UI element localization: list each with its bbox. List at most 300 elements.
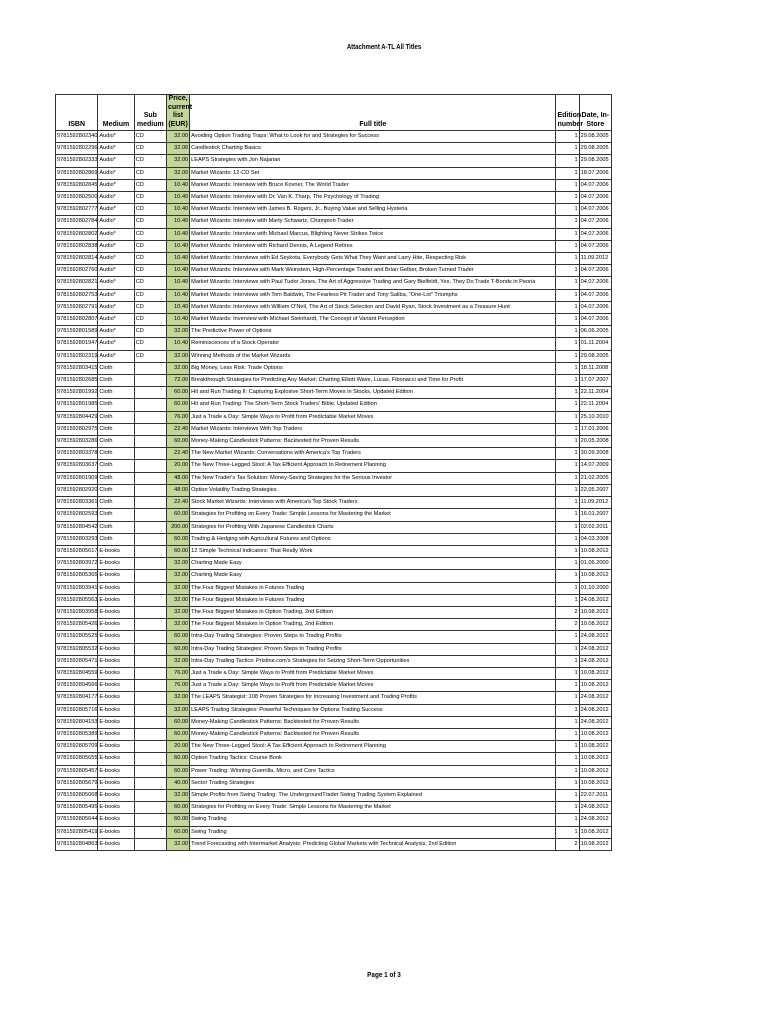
cell-edition: 1	[556, 350, 579, 362]
cell-price: 22.40	[166, 423, 189, 435]
cell-date: 14.07.2009	[579, 460, 611, 472]
cell-price: 32.00	[166, 326, 189, 338]
cell-sub-medium	[134, 631, 166, 643]
cell-full-title: Strategies for Profiting on Every Trade: Simple Lessons for Mastering the Market	[190, 509, 556, 521]
cell-full-title: Market Wizards: Interview with Richard Dennis, A Legend Retires	[190, 240, 556, 252]
cell-edition: 1	[556, 570, 579, 582]
cell-sub-medium	[134, 411, 166, 423]
cell-price: 60.00	[166, 643, 189, 655]
cell-full-title: Market Wizards: Interview with Marty Schwartz, Champion Trader	[190, 216, 556, 228]
table-row	[56, 680, 612, 692]
cell-price: 60.00	[166, 765, 189, 777]
table-row	[56, 497, 612, 509]
cell-isbn: 9781592802340	[56, 131, 98, 143]
table-row	[56, 777, 612, 789]
cell-medium: Audio*	[98, 204, 134, 216]
cell-date: 18.11.2008	[579, 362, 611, 374]
cell-price: 60.00	[166, 814, 189, 826]
cell-edition: 1	[556, 375, 579, 387]
cell-edition: 1	[556, 265, 579, 277]
cell-sub-medium	[134, 387, 166, 399]
cell-isbn: 9781592801992	[56, 387, 98, 399]
cell-medium: Cloth	[98, 460, 134, 472]
cell-price: 32.00	[166, 838, 189, 850]
cell-medium: E-books	[98, 716, 134, 728]
cell-isbn: 9781592805471	[56, 655, 98, 667]
table-row	[56, 789, 612, 801]
cell-isbn: 9781592802920	[56, 484, 98, 496]
cell-isbn: 9781592805389	[56, 728, 98, 740]
cell-date: 29.08.2005	[579, 131, 611, 143]
cell-isbn: 9781592803941	[56, 582, 98, 594]
cell-full-title: Market Wizards: Interviews with Ed Seykota, Everybody Gets What They Want and Larry Hite, Respecting Risk	[190, 253, 556, 265]
cell-full-title: The Four Biggest Mistakes in Futures Trading	[190, 582, 556, 594]
cell-isbn: 9781592802760	[56, 265, 98, 277]
cell-price: 48.00	[166, 472, 189, 484]
cell-medium: Cloth	[98, 472, 134, 484]
cell-date: 01.10.2000	[579, 582, 611, 594]
cell-sub-medium	[134, 606, 166, 618]
cell-medium: Audio*	[98, 326, 134, 338]
cell-full-title: Just a Trade a Day: Simple Ways to Profit from Predictable Market Moves	[190, 680, 556, 692]
cell-date: 10.08.2012	[579, 545, 611, 557]
cell-edition: 2	[556, 606, 579, 618]
table-row	[56, 265, 612, 277]
cell-sub-medium	[134, 594, 166, 606]
cell-full-title: Winning Methods of the Market Wizards	[190, 350, 556, 362]
cell-full-title: Just a Trade a Day: Simple Ways to Profit from Predictable Market Moves	[190, 411, 556, 423]
table-row	[56, 399, 612, 411]
cell-medium: Cloth	[98, 411, 134, 423]
cell-date: 10.08.2012	[579, 838, 611, 850]
cell-date: 06.06.2005	[579, 326, 611, 338]
cell-price: 60.00	[166, 826, 189, 838]
cell-edition: 2	[556, 838, 579, 850]
cell-edition: 1	[556, 704, 579, 716]
table-row	[56, 643, 612, 655]
cell-date: 04.07.2006	[579, 301, 611, 313]
cell-isbn: 9781592805655	[56, 753, 98, 765]
table-row	[56, 167, 612, 179]
cell-isbn: 9781592802296	[56, 143, 98, 155]
cell-sub-medium: CD	[134, 204, 166, 216]
col-full-title-header: Full title	[190, 95, 556, 131]
cell-price: 32.00	[166, 131, 189, 143]
col-price-header: Price, current list (EUR)	[166, 95, 189, 131]
cell-isbn: 9781592802869	[56, 167, 98, 179]
cell-full-title: Charting Made Easy	[190, 570, 556, 582]
cell-full-title: Just a Trade a Day: Simple Ways to Profit from Predictable Market Moves	[190, 667, 556, 679]
col-isbn-header: ISBN	[56, 95, 98, 131]
cell-isbn: 9781592802802	[56, 228, 98, 240]
cell-date: 04.07.2006	[579, 314, 611, 326]
cell-edition: 1	[556, 631, 579, 643]
cell-edition: 1	[556, 497, 579, 509]
cell-medium: Cloth	[98, 399, 134, 411]
cell-isbn: 9781592802845	[56, 179, 98, 191]
cell-price: 32.00	[166, 143, 189, 155]
cell-sub-medium	[134, 484, 166, 496]
cell-price: 60.00	[166, 631, 189, 643]
cell-full-title: The New Three-Legged Stool: A Tax Efficient Approach to Retirement Planning	[190, 741, 556, 753]
table-row	[56, 509, 612, 521]
cell-price: 32.00	[166, 692, 189, 704]
cell-date: 04.07.2006	[579, 204, 611, 216]
cell-sub-medium	[134, 545, 166, 557]
table-row	[56, 301, 612, 313]
cell-date: 24.08.2012	[579, 704, 611, 716]
table-row	[56, 558, 612, 570]
cell-date: 11.09.2012	[579, 497, 611, 509]
cell-medium: E-books	[98, 789, 134, 801]
table-row	[56, 436, 612, 448]
cell-price: 20.00	[166, 741, 189, 753]
table-row	[56, 350, 612, 362]
cell-sub-medium	[134, 692, 166, 704]
cell-date: 01.11.2004	[579, 338, 611, 350]
cell-isbn: 9781592805426	[56, 619, 98, 631]
cell-date: 04.07.2006	[579, 192, 611, 204]
cell-price: 60.00	[166, 716, 189, 728]
cell-price: 32.00	[166, 655, 189, 667]
cell-date: 10.08.2012	[579, 765, 611, 777]
cell-edition: 1	[556, 423, 579, 435]
cell-edition: 1	[556, 338, 579, 350]
cell-isbn: 9781592804429	[56, 411, 98, 423]
cell-isbn: 9781592805495	[56, 802, 98, 814]
cell-isbn: 9781592804177	[56, 692, 98, 704]
cell-sub-medium	[134, 375, 166, 387]
cell-full-title: Reminiscences of a Stock Operator	[190, 338, 556, 350]
cell-full-title: Market Wizards: Interview with Bruce Kovner, The World Trader	[190, 179, 556, 191]
cell-medium: Cloth	[98, 497, 134, 509]
cell-price: 60.00	[166, 802, 189, 814]
cell-isbn: 9781592802807	[56, 314, 98, 326]
cell-price: 76.00	[166, 667, 189, 679]
page-footer: Page 1 of 3	[367, 970, 401, 979]
table-row	[56, 472, 612, 484]
cell-medium: Audio*	[98, 289, 134, 301]
table-row	[56, 155, 612, 167]
table-row	[56, 545, 612, 557]
cell-medium: Audio*	[98, 314, 134, 326]
cell-date: 10.08.2012	[579, 667, 611, 679]
cell-full-title: Money-Making Candlestick Patterns: Backtested for Proven Results	[190, 436, 556, 448]
cell-date: 04.07.2006	[579, 228, 611, 240]
table-row	[56, 594, 612, 606]
table-row	[56, 179, 612, 191]
cell-medium: Cloth	[98, 375, 134, 387]
cell-sub-medium	[134, 558, 166, 570]
cell-edition: 1	[556, 387, 579, 399]
cell-date: 04.03.2008	[579, 533, 611, 545]
cell-full-title: The Four Biggest Mistakes in Option Trading, 2nd Edition	[190, 606, 556, 618]
cell-edition: 1	[556, 179, 579, 191]
cell-medium: Audio*	[98, 155, 134, 167]
table-row	[56, 411, 612, 423]
cell-date: 20.05.2008	[579, 436, 611, 448]
table-row	[56, 704, 612, 716]
cell-medium: E-books	[98, 692, 134, 704]
cell-sub-medium	[134, 460, 166, 472]
cell-date: 04.07.2006	[579, 265, 611, 277]
cell-date: 24.08.2012	[579, 655, 611, 667]
table-row	[56, 814, 612, 826]
cell-isbn: 9781592805525	[56, 631, 98, 643]
cell-sub-medium	[134, 521, 166, 533]
cell-full-title: Simple Profits from Swing Trading: The UndergroundTrader Swing Trading System Explained	[190, 789, 556, 801]
cell-date: 24.08.2012	[579, 594, 611, 606]
cell-isbn: 9781592804542	[56, 521, 98, 533]
cell-price: 10.40	[166, 265, 189, 277]
cell-price: 20.00	[166, 460, 189, 472]
cell-medium: E-books	[98, 753, 134, 765]
cell-price: 22.40	[166, 497, 189, 509]
cell-medium: E-books	[98, 826, 134, 838]
cell-medium: Audio*	[98, 216, 134, 228]
cell-full-title: Intra-Day Trading Strategies: Proven Steps to Trading Profits	[190, 631, 556, 643]
cell-full-title: The New Three-Legged Stool: A Tax Efficient Approach to Retirement Planning	[190, 460, 556, 472]
cell-date: 21.02.2005	[579, 472, 611, 484]
cell-isbn: 9781592803637	[56, 460, 98, 472]
table-row	[56, 277, 612, 289]
cell-price: 10.40	[166, 253, 189, 265]
cell-edition: 1	[556, 301, 579, 313]
cell-edition: 1	[556, 167, 579, 179]
cell-isbn: 9781592801589	[56, 326, 98, 338]
cell-sub-medium: CD	[134, 338, 166, 350]
cell-sub-medium	[134, 716, 166, 728]
cell-date: 18.07.2006	[579, 167, 611, 179]
cell-sub-medium	[134, 448, 166, 460]
cell-sub-medium	[134, 680, 166, 692]
header-row	[56, 95, 612, 131]
cell-price: 10.40	[166, 240, 189, 252]
cell-isbn: 9781592803286	[56, 436, 98, 448]
cell-full-title: Trend Forecasting with Intermarket Analysis: Predicting Global Markets with Technical Analysis, 2nd Edition	[190, 838, 556, 850]
cell-isbn: 9781592805068	[56, 789, 98, 801]
cell-medium: Audio*	[98, 192, 134, 204]
cell-medium: E-books	[98, 741, 134, 753]
cell-full-title: Market Wizards: Interviews with Paul Tudor Jones, The Art of Aggressive Trading and Gary Bielfeldt, Yes, They Do Trade T-Bonds in Peoria	[190, 277, 556, 289]
cell-sub-medium	[134, 777, 166, 789]
table-row	[56, 606, 612, 618]
cell-full-title: Swing Trading	[190, 814, 556, 826]
cell-medium: E-books	[98, 594, 134, 606]
cell-price: 10.40	[166, 204, 189, 216]
cell-date: 10.08.2012	[579, 570, 611, 582]
cell-isbn: 9781592802753	[56, 289, 98, 301]
cell-edition: 1	[556, 326, 579, 338]
cell-sub-medium	[134, 582, 166, 594]
cell-medium: Cloth	[98, 423, 134, 435]
cell-price: 22.40	[166, 448, 189, 460]
cell-medium: Cloth	[98, 533, 134, 545]
cell-price: 32.00	[166, 362, 189, 374]
cell-price: 60.00	[166, 509, 189, 521]
cell-medium: Cloth	[98, 509, 134, 521]
cell-date: 10.08.2012	[579, 619, 611, 631]
cell-medium: E-books	[98, 545, 134, 557]
cell-sub-medium	[134, 838, 166, 850]
cell-price: 10.40	[166, 289, 189, 301]
cell-medium: Audio*	[98, 179, 134, 191]
cell-isbn: 9781592802777	[56, 204, 98, 216]
cell-edition: 1	[556, 741, 579, 753]
cell-price: 10.40	[166, 314, 189, 326]
cell-sub-medium: CD	[134, 228, 166, 240]
cell-sub-medium	[134, 789, 166, 801]
cell-full-title: LEAPS Trading Strategies: Powerful Techniques for Options Trading Success	[190, 704, 556, 716]
cell-isbn: 9781592802821	[56, 277, 98, 289]
cell-edition: 1	[556, 155, 579, 167]
cell-medium: Cloth	[98, 387, 134, 399]
cell-medium: E-books	[98, 570, 134, 582]
cell-edition: 1	[556, 509, 579, 521]
cell-edition: 1	[556, 448, 579, 460]
cell-edition: 1	[556, 204, 579, 216]
cell-isbn: 9781592802319	[56, 350, 98, 362]
cell-full-title: Strategies for Profiting on Every Trade: Simple Lessons for Mastering the Market	[190, 802, 556, 814]
cell-isbn: 9781592801909	[56, 472, 98, 484]
cell-date: 22.07.2011	[579, 789, 611, 801]
cell-sub-medium	[134, 753, 166, 765]
cell-full-title: The New Market Wizards: Conversations with America's Top Traders	[190, 448, 556, 460]
cell-full-title: The Predictive Power of Options	[190, 326, 556, 338]
cell-sub-medium: CD	[134, 192, 166, 204]
cell-date: 22.11.2004	[579, 399, 611, 411]
cell-edition: 1	[556, 814, 579, 826]
cell-edition: 1	[556, 667, 579, 679]
cell-sub-medium: CD	[134, 131, 166, 143]
table-row	[56, 228, 612, 240]
cell-sub-medium	[134, 570, 166, 582]
cell-full-title: Hit and Run Trading II: Capturing Explosive Short-Term Moves in Stocks, Updated Edition	[190, 387, 556, 399]
cell-date: 10.08.2012	[579, 826, 611, 838]
cell-sub-medium: CD	[134, 155, 166, 167]
cell-price: 60.00	[166, 753, 189, 765]
table-row	[56, 570, 612, 582]
table-row	[56, 314, 612, 326]
cell-date: 01.06.2000	[579, 558, 611, 570]
cell-date: 24.08.2012	[579, 802, 611, 814]
cell-full-title: Market Wizards: Interviews With Top Traders	[190, 423, 556, 435]
cell-medium: E-books	[98, 704, 134, 716]
cell-date: 17.07.2007	[579, 375, 611, 387]
cell-medium: E-books	[98, 680, 134, 692]
table-row	[56, 423, 612, 435]
cell-medium: Cloth	[98, 521, 134, 533]
cell-isbn: 9781592802685	[56, 375, 98, 387]
cell-sub-medium: CD	[134, 314, 166, 326]
cell-isbn: 9781592801985	[56, 399, 98, 411]
cell-edition: 1	[556, 521, 579, 533]
cell-sub-medium: CD	[134, 277, 166, 289]
cell-price: 32.00	[166, 167, 189, 179]
cell-edition: 1	[556, 216, 579, 228]
cell-sub-medium	[134, 362, 166, 374]
cell-full-title: Market Wizards: Interview with Michael Marcus, Blighting Never Strikes Twice	[190, 228, 556, 240]
cell-isbn: 9781592802975	[56, 423, 98, 435]
cell-full-title: Stock Market Wizards: Interviews with America's Top Stock Traders	[190, 497, 556, 509]
cell-price: 60.00	[166, 533, 189, 545]
cell-price: 10.40	[166, 228, 189, 240]
cell-edition: 1	[556, 802, 579, 814]
cell-isbn: 9781592803958	[56, 606, 98, 618]
cell-sub-medium	[134, 802, 166, 814]
cell-isbn: 9781592805365	[56, 570, 98, 582]
cell-edition: 1	[556, 558, 579, 570]
table-row	[56, 387, 612, 399]
cell-medium: Cloth	[98, 484, 134, 496]
cell-isbn: 9781592802784	[56, 216, 98, 228]
cell-edition: 1	[556, 655, 579, 667]
cell-isbn: 9781592805709	[56, 741, 98, 753]
cell-date: 17.01.2006	[579, 423, 611, 435]
cell-isbn: 9781592803972	[56, 558, 98, 570]
cell-date: 24.08.2012	[579, 716, 611, 728]
cell-sub-medium	[134, 826, 166, 838]
cell-price: 10.40	[166, 338, 189, 350]
cell-date: 10.08.2012	[579, 680, 611, 692]
cell-medium: Audio*	[98, 143, 134, 155]
cell-sub-medium	[134, 619, 166, 631]
cell-isbn: 9781592803293	[56, 533, 98, 545]
cell-date: 22.05.2007	[579, 484, 611, 496]
cell-edition: 1	[556, 716, 579, 728]
cell-sub-medium: CD	[134, 289, 166, 301]
cell-price: 60.00	[166, 728, 189, 740]
cell-full-title: LEAPS Strategies with Jon Najarian	[190, 155, 556, 167]
table-row	[56, 619, 612, 631]
cell-full-title: Strategies for Profiting With Japanese Candlestick Charts	[190, 521, 556, 533]
cell-edition: 1	[556, 362, 579, 374]
cell-isbn: 9781592804863	[56, 838, 98, 850]
cell-medium: E-books	[98, 631, 134, 643]
cell-isbn: 9781592805644	[56, 814, 98, 826]
cell-medium: E-books	[98, 655, 134, 667]
cell-medium: E-books	[98, 728, 134, 740]
cell-full-title: Market Wizards: 12-CD Set	[190, 167, 556, 179]
cell-isbn: 9781592802814	[56, 253, 98, 265]
cell-edition: 1	[556, 765, 579, 777]
table-body	[56, 131, 612, 851]
cell-sub-medium: CD	[134, 216, 166, 228]
cell-date: 24.08.2012	[579, 814, 611, 826]
cell-date: 29.08.2005	[579, 350, 611, 362]
cell-isbn: 9781592802838	[56, 240, 98, 252]
cell-date: 30.09.2008	[579, 448, 611, 460]
cell-price: 32.00	[166, 558, 189, 570]
cell-medium: Cloth	[98, 436, 134, 448]
cell-edition: 1	[556, 826, 579, 838]
cell-medium: E-books	[98, 814, 134, 826]
cell-isbn: 9781592805716	[56, 704, 98, 716]
cell-date: 10.08.2012	[579, 741, 611, 753]
cell-price: 60.00	[166, 399, 189, 411]
cell-sub-medium: CD	[134, 301, 166, 313]
cell-medium: E-books	[98, 777, 134, 789]
cell-edition: 1	[556, 728, 579, 740]
cell-full-title: 12 Simple Technical Indicators: That Really Work	[190, 545, 556, 557]
cell-medium: Audio*	[98, 228, 134, 240]
cell-edition: 1	[556, 314, 579, 326]
cell-full-title: Market Wizards: Interviews with William O'Neil, The Art of Stock Selection and David Ryan, Stock Investment as a Treasure Hunt	[190, 301, 556, 313]
cell-medium: E-books	[98, 667, 134, 679]
col-edition-header: Edition number	[556, 95, 579, 131]
cell-edition: 1	[556, 277, 579, 289]
cell-price: 60.00	[166, 387, 189, 399]
